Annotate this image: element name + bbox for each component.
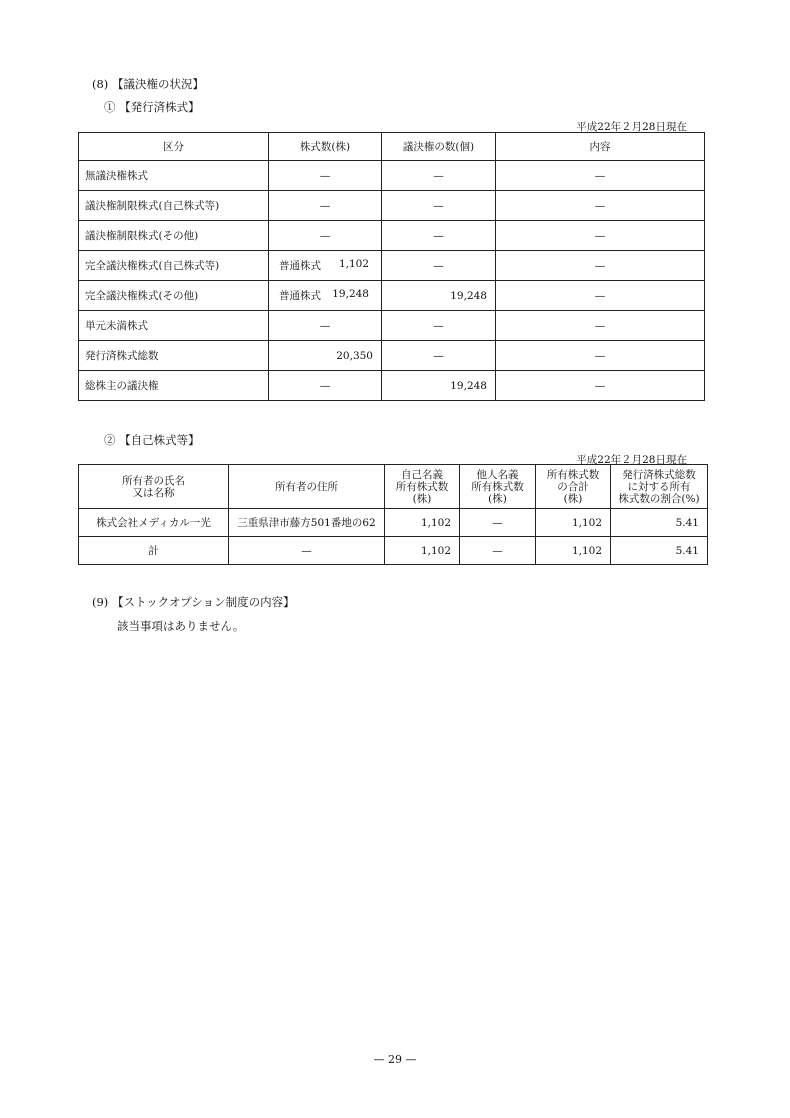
header-line: の合計	[557, 480, 589, 493]
as-of-date-2: 平成22年２月28日現在	[576, 454, 687, 466]
row-votes: —	[382, 311, 496, 341]
header-total-shares	[536, 465, 611, 509]
table-row	[79, 281, 705, 311]
header-line: 所有者の住所	[275, 480, 338, 493]
row-shares: —	[269, 161, 382, 191]
row-content: —	[496, 161, 705, 191]
row-votes: —	[382, 221, 496, 251]
table-row	[79, 371, 705, 401]
as-of-date: 平成22年２月28日現在	[576, 121, 687, 133]
row-content: —	[496, 221, 705, 251]
row-label: 完全議決権株式(その他)	[79, 281, 269, 311]
issued-shares-table	[78, 132, 705, 401]
header-votes: 議決権の数(個)	[382, 133, 496, 161]
row-shares-cell	[269, 251, 382, 281]
header-line: 所有株式数	[546, 468, 600, 481]
header-line: 所有株式数	[395, 480, 449, 493]
header-line: 又は名称	[132, 486, 175, 499]
header-line: に対する所有	[627, 480, 691, 493]
row-content: —	[496, 251, 705, 281]
row-votes: 19,248	[382, 371, 496, 401]
row-content: —	[496, 311, 705, 341]
owner-address: —	[229, 537, 385, 565]
section-8-title: (8) 【議決権の状況】	[92, 77, 204, 91]
table-row	[79, 161, 705, 191]
row-shares: 1,102	[338, 258, 369, 270]
header-shares: 株式数(株)	[269, 133, 382, 161]
header-line: 株式数の割合(%)	[618, 492, 700, 505]
header-line: 発行済株式総数	[622, 468, 696, 481]
row-content: —	[496, 371, 705, 401]
own-name-shares: 1,102	[385, 537, 460, 565]
header-line: 自己名義	[401, 468, 443, 481]
header-line: 他人名義	[476, 468, 519, 481]
ownership-ratio: 5.41	[611, 537, 708, 565]
header-line: (株)	[563, 492, 583, 505]
row-content: —	[496, 191, 705, 221]
row-shares-cell	[269, 281, 382, 311]
row-label: 総株主の議決権	[79, 371, 269, 401]
row-shares-kind: 普通株式	[279, 260, 321, 272]
table-row	[79, 341, 705, 371]
page-number: — 29 —	[373, 1053, 417, 1066]
total-shares: 1,102	[536, 509, 611, 537]
header-line: 所有者の氏名	[122, 474, 185, 487]
header-category: 区分	[79, 133, 269, 161]
row-label: 単元未満株式	[79, 311, 269, 341]
header-other-name-shares	[460, 465, 536, 509]
ownership-ratio: 5.41	[611, 509, 708, 537]
table-row	[79, 191, 705, 221]
row-label: 議決権制限株式(自己株式等)	[79, 191, 269, 221]
treasury-shares-table	[78, 464, 708, 565]
row-label: 議決権制限株式(その他)	[79, 221, 269, 251]
row-content: —	[496, 341, 705, 371]
row-shares: —	[269, 221, 382, 251]
header-ownership-ratio	[611, 465, 708, 509]
section-9-title: (9) 【ストックオプション制度の内容】	[92, 595, 295, 609]
header-line: (株)	[488, 492, 507, 505]
row-shares: —	[269, 311, 382, 341]
treasury-shares-subtitle: ② 【自己株式等】	[104, 433, 200, 447]
header-line: (株)	[412, 492, 432, 505]
row-label: 完全議決権株式(自己株式等)	[79, 251, 269, 281]
row-shares-kind: 普通株式	[279, 290, 321, 302]
other-name-shares: —	[460, 537, 536, 565]
owner-address: 三重県津市藤方501番地の62	[229, 509, 385, 537]
table-header-row	[79, 465, 708, 509]
table-row	[79, 221, 705, 251]
row-content: —	[496, 281, 705, 311]
issued-shares-subtitle: ① 【発行済株式】	[104, 100, 200, 114]
row-votes: —	[382, 161, 496, 191]
header-content: 内容	[496, 133, 705, 161]
row-label: 発行済株式総数	[79, 341, 269, 371]
row-votes: —	[382, 341, 496, 371]
table-row	[79, 311, 705, 341]
row-shares: 20,350	[269, 341, 382, 371]
own-name-shares: 1,102	[385, 509, 460, 537]
total-shares: 1,102	[536, 537, 611, 565]
table-row	[79, 251, 705, 281]
header-owner-address	[229, 465, 385, 509]
row-votes: —	[382, 251, 496, 281]
row-votes: —	[382, 191, 496, 221]
table-row	[79, 537, 708, 565]
row-shares: —	[269, 371, 382, 401]
owner-name: 株式会社メディカル一光	[79, 509, 229, 537]
row-shares: —	[269, 191, 382, 221]
table-row	[79, 509, 708, 537]
row-shares: 19,248	[332, 288, 369, 300]
header-line: 所有株式数	[471, 480, 524, 493]
table-header-row	[79, 133, 705, 161]
row-votes: 19,248	[382, 281, 496, 311]
section-9-body: 該当事項はありません。	[117, 619, 245, 633]
row-label: 無議決権株式	[79, 161, 269, 191]
other-name-shares: —	[460, 509, 536, 537]
owner-name: 計	[79, 537, 229, 565]
header-owner-name	[79, 465, 229, 509]
header-own-name-shares	[385, 465, 460, 509]
